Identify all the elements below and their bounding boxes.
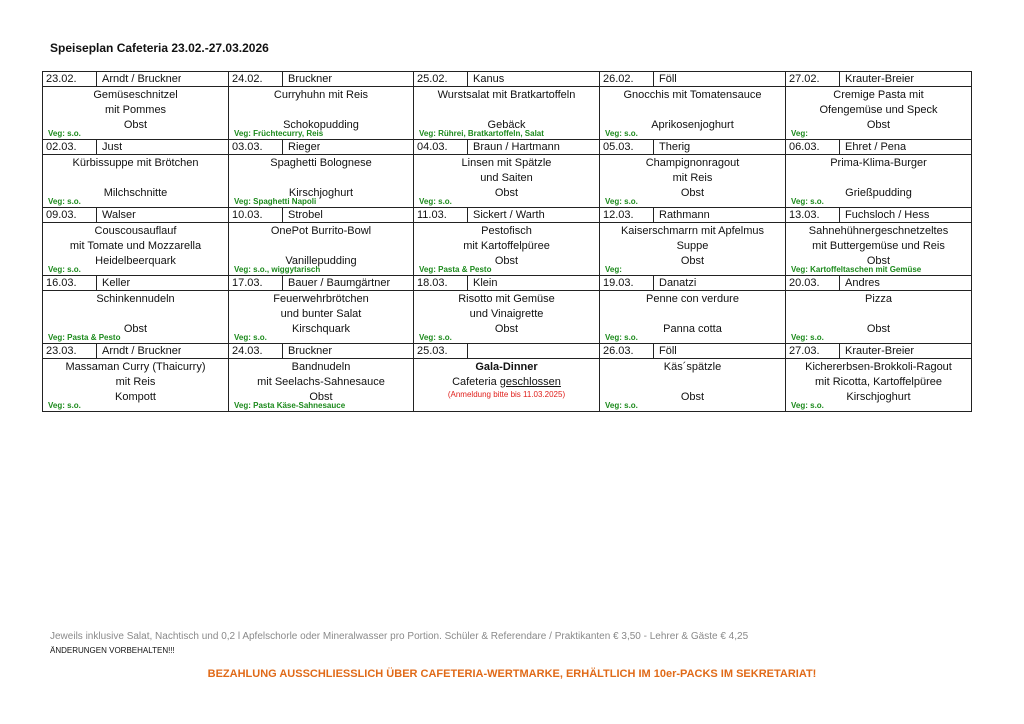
veg-option: Veg: s.o. [791, 333, 824, 342]
day-date: 12.03. [600, 208, 654, 222]
day-date: 04.03. [414, 140, 468, 154]
week-header-row [43, 208, 972, 223]
meal-line: Schinkennudeln [96, 293, 175, 305]
day-header-cell [229, 208, 414, 223]
day-meal-cell [43, 155, 229, 208]
day-date: 27.03. [786, 344, 840, 358]
day-meal-cell [786, 223, 972, 276]
meal-line: Obst [494, 187, 519, 199]
week-meal-row [43, 291, 972, 344]
meal-line: Aprikosenjoghurt [651, 119, 734, 131]
meal-line: und bunter Salat [280, 308, 362, 320]
meal-line [786, 171, 971, 186]
day-meal-cell [600, 87, 786, 140]
meal-line [229, 171, 413, 186]
day-header-cell [600, 276, 786, 291]
price-info: Jeweils inklusive Salat, Nachtisch und 0,2 l Apfelschorle oder Mineralwasser pro Portion. Schüler & Referendare / Praktikanten € 3,50 - Lehrer & Gäste € 4,25 [50, 631, 749, 642]
meal-line: mit Kartoffelpüree [463, 240, 550, 252]
meal-line [414, 103, 599, 118]
day-date: 18.03. [414, 276, 468, 290]
day-date: 06.03. [786, 140, 840, 154]
meal-line: Suppe [676, 240, 709, 252]
day-header-cell [600, 208, 786, 223]
veg-option: Veg: Kartoffeltaschen mit Gemüse [791, 265, 922, 274]
day-meal-cell [600, 291, 786, 344]
meal-line: Risotto mit Gemüse [458, 293, 555, 305]
meal-line: Gemüseschnitzel [93, 89, 178, 101]
week-meal-row [43, 87, 972, 140]
day-meal-cell [229, 155, 414, 208]
meal-line: Pizza [865, 293, 892, 305]
day-staff: Krauter-Breier [845, 345, 915, 357]
meal-line: Obst [123, 323, 148, 335]
veg-option: Veg: s.o. [605, 401, 638, 410]
day-date: 17.03. [229, 276, 283, 290]
veg-option: Veg: s.o. [605, 197, 638, 206]
day-header-cell [414, 208, 600, 223]
meal-line: OnePot Burrito-Bowl [270, 225, 372, 237]
day-date: 10.03. [229, 208, 283, 222]
week-header-row [43, 276, 972, 291]
day-date: 24.03. [229, 344, 283, 358]
day-header-cell [786, 140, 972, 155]
day-staff: Fuchsloch / Hess [845, 209, 930, 221]
day-date: 26.02. [600, 72, 654, 86]
day-meal-cell [229, 291, 414, 344]
day-meal-cell [600, 359, 786, 412]
payment-notice: BEZAHLUNG AUSSCHLIESSLICH ÜBER CAFETERIA-WERTMARKE, ERHÄLTLICH IM 10er-PACKS IM SEKRETARIAT! [207, 668, 817, 680]
day-meal-cell [414, 155, 600, 208]
day-staff: Bruckner [288, 345, 333, 357]
veg-option: Veg: Früchtecurry, Reis [234, 129, 324, 138]
veg-option: Veg: s.o. [605, 129, 638, 138]
day-date: 20.03. [786, 276, 840, 290]
day-date: 25.02. [414, 72, 468, 86]
week-header-row [43, 140, 972, 155]
day-date: 26.03. [600, 344, 654, 358]
day-meal-cell [786, 291, 972, 344]
day-staff: Kanus [473, 73, 505, 85]
veg-option: Veg: s.o. [234, 333, 267, 342]
veg-option: Veg: [791, 129, 808, 138]
day-date: 02.03. [43, 140, 97, 154]
day-meal-cell [229, 223, 414, 276]
day-staff: Andres [845, 277, 880, 289]
veg-option: Veg: s.o. [791, 197, 824, 206]
meal-line: Schokopudding [283, 119, 359, 131]
veg-option: Veg: s.o. [419, 333, 452, 342]
meal-line: Massaman Curry (Thaicurry) [65, 361, 206, 373]
meal-line: Obst [680, 391, 705, 403]
changes-notice: ÄNDERUNGEN VORBEHALTEN!!! [50, 646, 175, 655]
day-staff: Arndt / Bruckner [102, 73, 182, 85]
week-meal-row [43, 223, 972, 276]
meal-line: Penne con verdure [646, 293, 739, 305]
day-staff: Walser [102, 209, 136, 221]
meal-line: Pestofisch [481, 225, 532, 237]
day-staff: Bauer / Baumgärtner [288, 277, 391, 289]
veg-option: Veg: s.o. [419, 197, 452, 206]
gala-dinner-label: Gala-Dinner [475, 361, 538, 373]
veg-option: Veg: Pasta & Pesto [48, 333, 121, 342]
day-staff: Therig [659, 141, 691, 153]
veg-option: Veg: s.o. [791, 401, 824, 410]
meal-line: Champignonragout [645, 157, 740, 169]
day-staff [468, 344, 473, 358]
meal-line: und Saiten [480, 172, 533, 184]
day-meal-cell [43, 359, 229, 412]
meal-line [229, 239, 413, 254]
day-staff: Klein [473, 277, 498, 289]
day-date: 03.03. [229, 140, 283, 154]
meal-line: Curryhuhn mit Reis [273, 89, 369, 101]
menu-table [42, 71, 972, 412]
day-header-cell [43, 72, 229, 87]
day-header-cell [786, 276, 972, 291]
meal-line: mit Reis [672, 172, 713, 184]
day-staff: Rieger [288, 141, 321, 153]
day-header-cell [229, 72, 414, 87]
week-header-row [43, 344, 972, 359]
meal-line: Kürbissuppe mit Brötchen [72, 157, 199, 169]
week-meal-row [43, 359, 972, 412]
day-date: 27.02. [786, 72, 840, 86]
day-date: 19.03. [600, 276, 654, 290]
day-header-cell [600, 344, 786, 359]
meal-line: mit Tomate und Mozzarella [69, 240, 202, 252]
meal-line: Kaiserschmarrn mit Apfelmus [620, 225, 765, 237]
meal-line: Gebäck [487, 119, 526, 131]
page-title: Speiseplan Cafeteria 23.02.-27.03.2026 [50, 41, 269, 55]
meal-line: mit Buttergemüse und Reis [812, 240, 945, 252]
day-staff: Krauter-Breier [845, 73, 915, 85]
veg-option: Veg: s.o. [48, 129, 81, 138]
day-header-cell [43, 140, 229, 155]
day-date: 23.02. [43, 72, 97, 86]
day-header-cell [229, 344, 414, 359]
veg-option: Veg: s.o., wiggytarisch [234, 265, 321, 274]
day-header-cell [786, 344, 972, 359]
closed-prefix: Cafeteria [452, 376, 500, 388]
veg-option: Veg: Rührei, Bratkartoffeln, Salat [419, 129, 544, 138]
meal-line: Grießpudding [845, 187, 912, 199]
day-header-cell [229, 276, 414, 291]
meal-line [786, 307, 971, 322]
meal-line [600, 375, 785, 390]
meal-line: Heidelbeerquark [95, 255, 176, 267]
meal-line [43, 307, 228, 322]
meal-line [229, 103, 413, 118]
veg-option: Veg: [605, 265, 622, 274]
day-header-cell [43, 344, 229, 359]
meal-line: Obst [680, 255, 705, 267]
meal-line: Obst [680, 187, 705, 199]
day-header-cell [600, 140, 786, 155]
day-date: 23.03. [43, 344, 97, 358]
day-meal-cell [414, 223, 600, 276]
day-meal-cell [786, 155, 972, 208]
day-staff: Föll [659, 73, 677, 85]
day-date: 13.03. [786, 208, 840, 222]
day-meal-cell [414, 359, 600, 412]
meal-line: Obst [866, 255, 891, 267]
meal-line: Panna cotta [663, 323, 722, 335]
day-staff: Föll [659, 345, 677, 357]
meal-line: Spaghetti Bolognese [270, 157, 372, 169]
day-header-cell [414, 276, 600, 291]
meal-line: Gnocchis mit Tomatensauce [623, 89, 762, 101]
meal-line: Kompott [115, 391, 156, 403]
meal-line: Käs´spätzle [663, 361, 722, 373]
meal-line: Feuerwehrbrötchen [273, 293, 369, 305]
day-staff: Rathmann [659, 209, 710, 221]
day-meal-cell [786, 87, 972, 140]
week-meal-row [43, 155, 972, 208]
meal-line: Obst [309, 391, 333, 403]
meal-line: Obst [866, 323, 891, 335]
day-date: 11.03. [414, 208, 468, 222]
meal-line: Obst [494, 255, 519, 267]
day-staff: Braun / Hartmann [473, 141, 560, 153]
day-header-cell [229, 140, 414, 155]
day-header-cell [43, 208, 229, 223]
meal-line: mit Ricotta, Kartoffelpüree [815, 376, 942, 388]
day-meal-cell [600, 223, 786, 276]
veg-option: Veg: s.o. [48, 401, 81, 410]
closed-word: geschlossen [499, 376, 561, 388]
day-staff: Just [102, 141, 123, 153]
meal-line: Obst [494, 323, 519, 335]
meal-line: Kirschjoghurt [288, 187, 354, 199]
meal-line: Linsen mit Spätzle [461, 157, 552, 169]
veg-option: Veg: Spaghetti Napoli [234, 197, 317, 206]
day-header-cell [414, 140, 600, 155]
meal-line [600, 307, 785, 322]
day-date: 09.03. [43, 208, 97, 222]
meal-line: Couscousauflauf [94, 225, 177, 237]
day-date: 24.02. [229, 72, 283, 86]
day-header-cell [414, 344, 600, 359]
veg-option: Veg: Pasta & Pesto [419, 265, 492, 274]
day-header-cell [43, 276, 229, 291]
week-header-row [43, 72, 972, 87]
meal-line [600, 103, 785, 118]
day-meal-cell [43, 291, 229, 344]
registration-note: (Anmeldung bitte bis 11.03.2025) [447, 390, 566, 399]
meal-line: mit Reis [115, 376, 156, 388]
veg-option: Veg: s.o. [48, 265, 81, 274]
day-header-cell [786, 72, 972, 87]
meal-line: Cremige Pasta mit [833, 89, 924, 101]
closed-notice [414, 375, 599, 390]
day-meal-cell [600, 155, 786, 208]
veg-option: Veg: s.o. [605, 333, 638, 342]
day-date: 05.03. [600, 140, 654, 154]
meal-line: Bandnudeln [291, 361, 351, 373]
day-meal-cell [786, 359, 972, 412]
veg-option: Veg: s.o. [48, 197, 81, 206]
day-staff: Danatzi [659, 277, 697, 289]
day-staff: Strobel [288, 209, 323, 221]
day-meal-cell [229, 87, 414, 140]
day-date: 25.03. [414, 344, 468, 358]
meal-line: Sahnehühnergeschnetzeltes [808, 225, 949, 237]
day-meal-cell [414, 87, 600, 140]
meal-line: Kirschquark [291, 323, 351, 335]
meal-line: und Vinaigrette [469, 308, 544, 320]
day-meal-cell [229, 359, 414, 412]
day-header-cell [786, 208, 972, 223]
meal-line: mit Pommes [104, 104, 167, 116]
meal-line [43, 171, 228, 186]
veg-option: Veg: Pasta Käse-Sahnesauce [234, 401, 346, 410]
meal-line: Obst [123, 119, 148, 131]
day-header-cell [600, 72, 786, 87]
meal-line: Obst [866, 119, 891, 131]
meal-line: Kirschjoghurt [846, 391, 911, 403]
day-staff: Keller [102, 277, 131, 289]
day-staff: Sickert / Warth [473, 209, 545, 221]
day-staff: Ehret / Pena [845, 141, 907, 153]
meal-line: Milchschnitte [103, 187, 168, 199]
meal-line: mit Seelachs-Sahnesauce [257, 376, 385, 388]
day-staff: Arndt / Bruckner [102, 345, 182, 357]
day-meal-cell [43, 87, 229, 140]
day-header-cell [414, 72, 600, 87]
meal-line: Prima-Klima-Burger [830, 157, 927, 169]
day-date: 16.03. [43, 276, 97, 290]
meal-line: Vanillepudding [285, 255, 357, 267]
day-staff: Bruckner [288, 73, 333, 85]
day-meal-cell [43, 223, 229, 276]
day-meal-cell [414, 291, 600, 344]
meal-line: Wurstsalat mit Bratkartoffeln [437, 89, 576, 101]
meal-line: Kichererbsen-Brokkoli-Ragout [805, 361, 952, 373]
meal-line: Ofengemüse und Speck [819, 104, 938, 116]
